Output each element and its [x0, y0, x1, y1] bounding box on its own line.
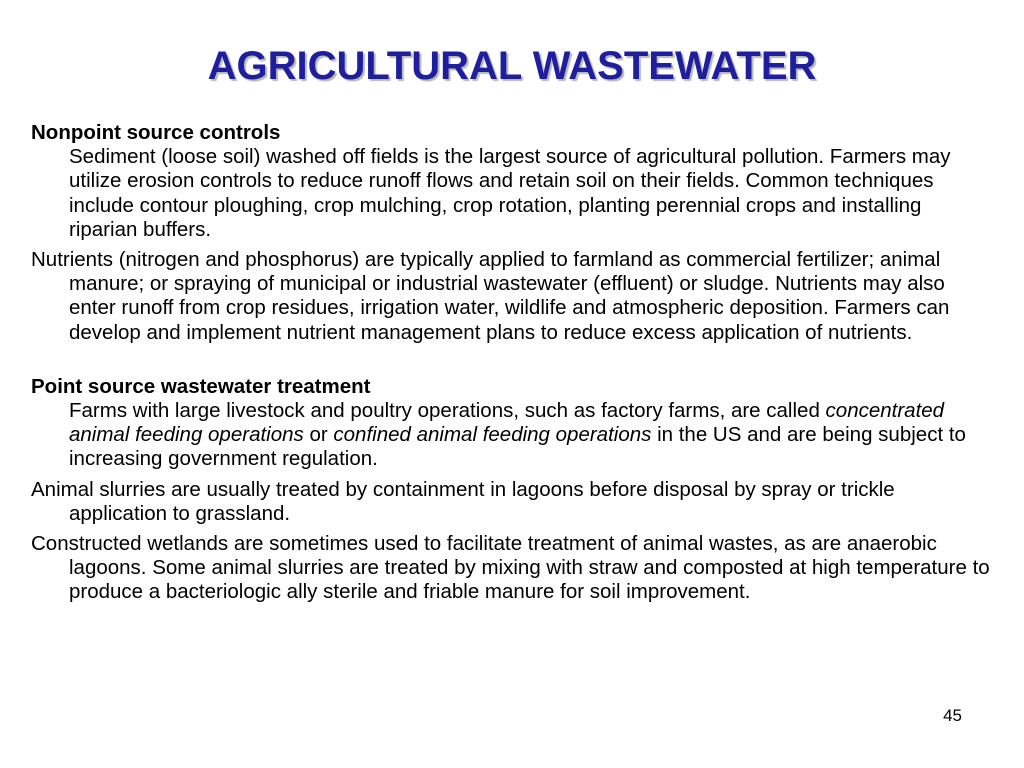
point-paragraph-1 — [69, 399, 966, 470]
nonpoint-paragraph-2: Nutrients (nitrogen and phosphorus) are typically applied to farmland as commercial fertilizer; animal manure; or spraying of municipal or industrial wastewater (effluent) or sludge. Nutrients may also enter runoff from crop residues, irrigation water, wildlife and atmospheric deposition. Farmers can develop and implement nutrient management plans to reduce excess application of nutrients. — [31, 248, 950, 344]
point-paragraph-3: Constructed wetlands are sometimes used to facilitate treatment of animal wastes, as are anaerobic lagoons. Some animal slurries are treated by mixing with straw and composted at high temperature to produce a bacteriologic ally sterile and friable manure for soil improvement. — [31, 532, 990, 604]
section-nonpoint — [31, 121, 991, 242]
slide-body — [31, 121, 991, 605]
term-concentrated-afo: concentrated animal feeding operations — [69, 399, 945, 447]
section-point — [31, 375, 991, 472]
point-paragraph-2: Animal slurries are usually treated by containment in lagoons before disposal by spray or trickle application to grassland. — [31, 477, 895, 525]
point-paragraph-1-text-a: Farms with large livestock and poultry operations, such as factory farms, are called — [69, 399, 826, 423]
section-spacer — [31, 345, 991, 375]
term-confined-afo: confined animal feeding operations — [333, 423, 652, 447]
point-paragraph-1-text-c: or — [303, 423, 334, 447]
slide-title: AGRICULTURAL WASTEWATER — [207, 44, 817, 88]
nonpoint-paragraph-1: Sediment (loose soil) washed off fields is the largest source of agricultural pollution. Farmers may utilize erosion controls to reduce runoff flows and retain soil on their fields. Common techniques include contour ploughing, crop mulching, crop rotation, planting perennial crops and installing riparian buffers. — [69, 145, 951, 241]
section-heading-point: Point source wastewater treatment — [31, 374, 371, 398]
section-heading-nonpoint: Nonpoint source controls — [31, 121, 281, 144]
page-number: 45 — [943, 706, 962, 725]
point-paragraph-1-text-e: in the US and are being subject to increasing government regulation. — [69, 423, 966, 471]
